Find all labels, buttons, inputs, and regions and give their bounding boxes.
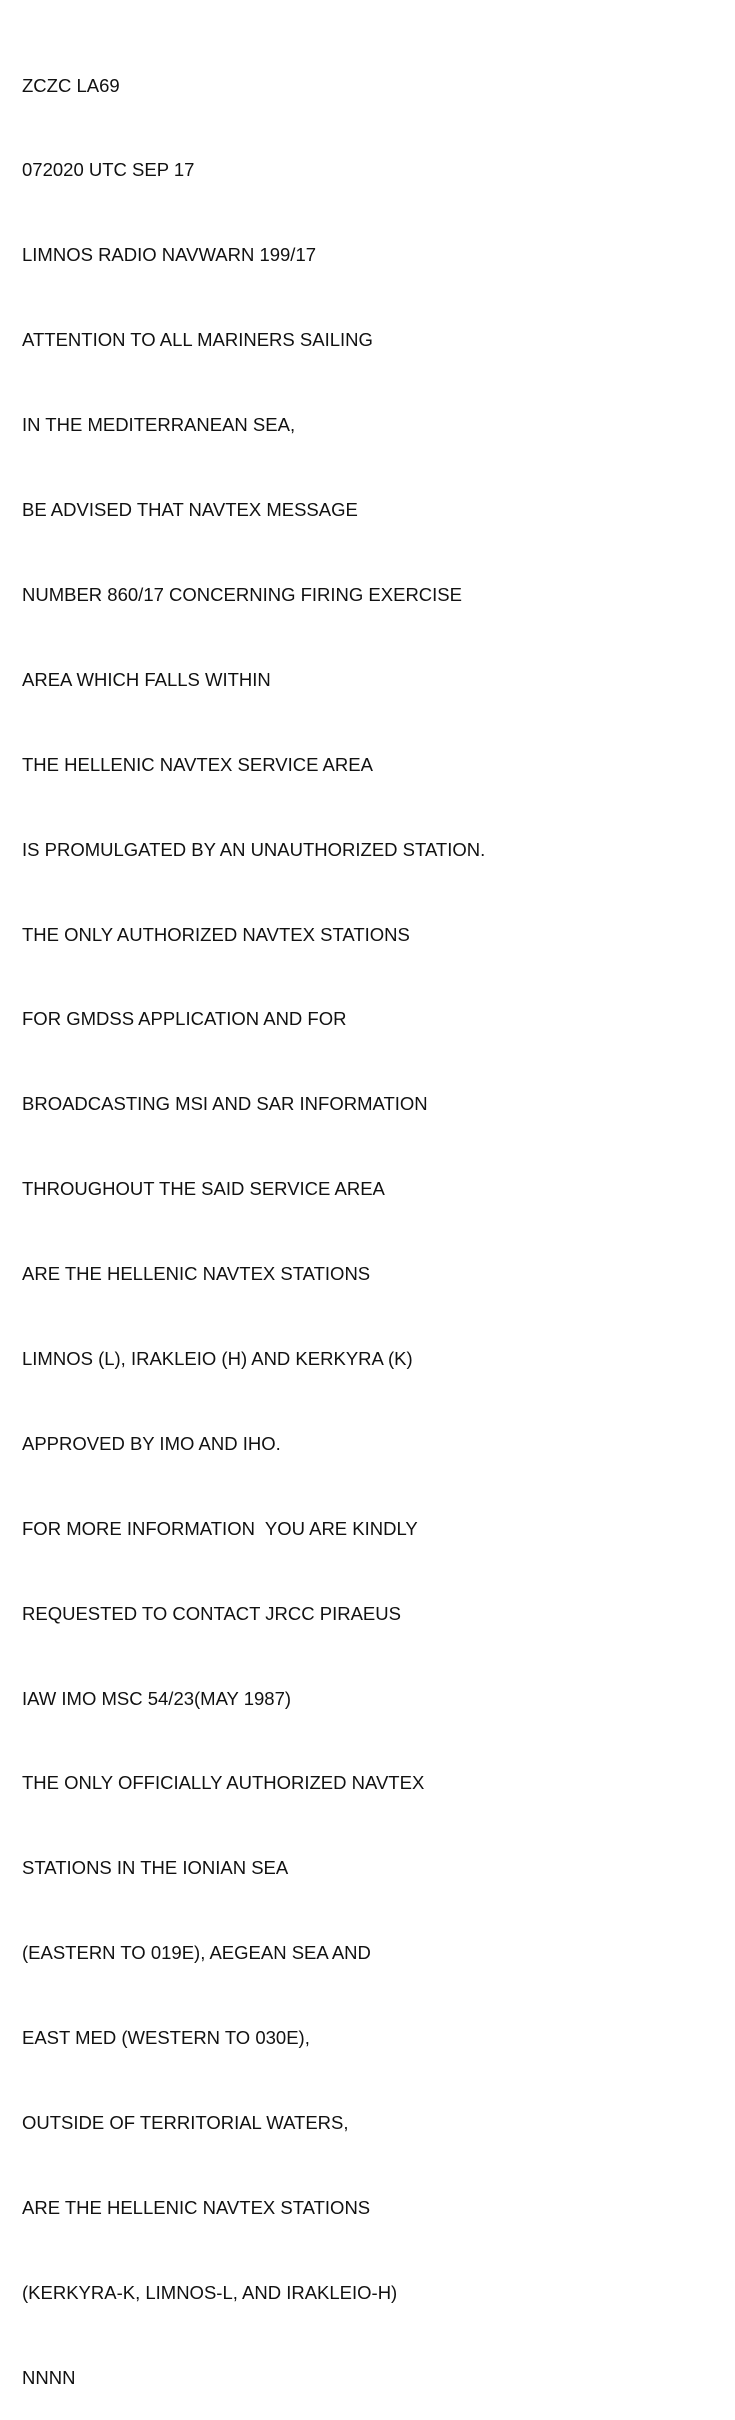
message-line: THROUGHOUT THE SAID SERVICE AREA <box>22 1178 385 1200</box>
message-line: THE ONLY AUTHORIZED NAVTEX STATIONS <box>22 923 410 945</box>
navtex-message <box>22 15 485 2420</box>
message-line: IAW IMO MSC 54/23(MAY 1987) <box>22 1687 292 1709</box>
message-line: ARE THE HELLENIC NAVTEX STATIONS <box>22 1263 371 1285</box>
message-line: AREA WHICH FALLS WITHIN <box>22 668 271 690</box>
message-line-header: ZCZC LA69 <box>22 74 120 96</box>
message-line: THE ONLY OFFICIALLY AUTHORIZED NAVTEX <box>22 1772 425 1794</box>
message-line: APPROVED BY IMO AND IHO. <box>22 1432 281 1454</box>
message-line: ARE THE HELLENIC NAVTEX STATIONS <box>22 2196 371 2218</box>
message-line: EAST MED (WESTERN TO 030E), <box>22 2027 310 2049</box>
message-line: THE HELLENIC NAVTEX SERVICE AREA <box>22 753 373 775</box>
message-line: STATIONS IN THE IONIAN SEA <box>22 1857 289 1879</box>
message-line: ATTENTION TO ALL MARINERS SAILING <box>22 329 373 351</box>
message-line-datetime: 072020 UTC SEP 17 <box>22 159 195 181</box>
message-line: NUMBER 860/17 CONCERNING FIRING EXERCISE <box>22 583 462 605</box>
message-line: BROADCASTING MSI AND SAR INFORMATION <box>22 1093 428 1115</box>
message-line: FOR MORE INFORMATION YOU ARE KINDLY <box>22 1517 418 1539</box>
message-line: (KERKYRA-K, LIMNOS-L, AND IRAKLEIO-H) <box>22 2281 398 2303</box>
message-line-end: NNNN <box>22 2366 76 2388</box>
message-line: LIMNOS (L), IRAKLEIO (H) AND KERKYRA (K) <box>22 1347 413 1369</box>
message-line: REQUESTED TO CONTACT JRCC PIRAEUS <box>22 1602 401 1624</box>
message-line: OUTSIDE OF TERRITORIAL WATERS, <box>22 2111 349 2133</box>
message-line: IS PROMULGATED BY AN UNAUTHORIZED STATION. <box>22 838 486 860</box>
message-line: BE ADVISED THAT NAVTEX MESSAGE <box>22 499 358 521</box>
message-line: FOR GMDSS APPLICATION AND FOR <box>22 1008 347 1030</box>
message-line-station: LIMNOS RADIO NAVWARN 199/17 <box>22 244 317 266</box>
message-line: (EASTERN TO 019E), AEGEAN SEA AND <box>22 1942 371 1964</box>
message-line: IN THE MEDITERRANEAN SEA, <box>22 414 296 436</box>
